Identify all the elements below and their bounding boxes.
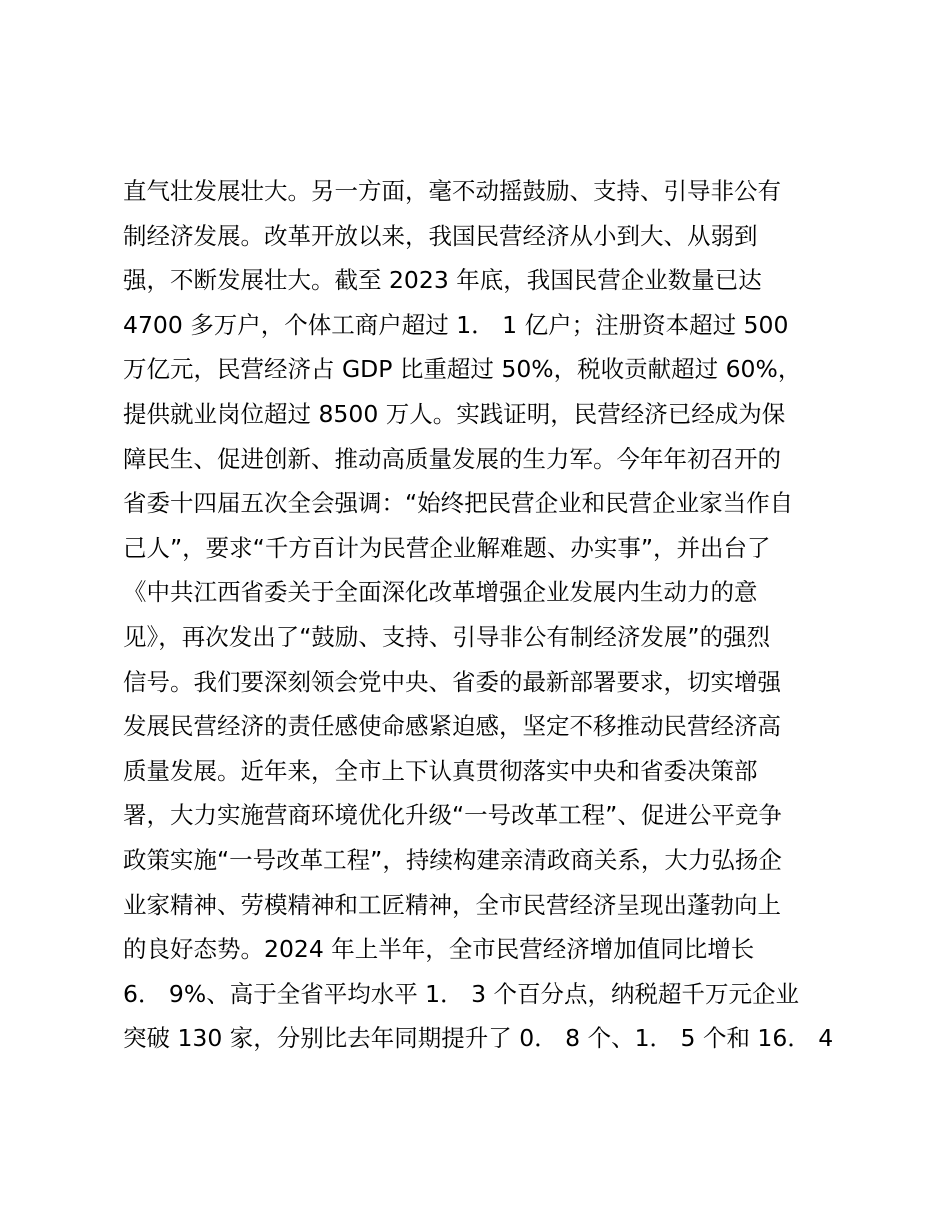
text-line: 见》，再次发出了“鼓励、支持、引导非公有制经济发展”的强烈: [123, 622, 771, 651]
text-line: 发展民营经济的责任感使命感紧迫感，坚定不移推动民营经济高: [123, 712, 781, 741]
text-line: 己人”，要求“千方百计为民营企业解难题、办实事”，并出台了: [123, 533, 771, 562]
text-line: 政策实施“一号改革工程”，持续构建亲清政商关系，大力弘扬企: [123, 845, 782, 874]
text-line: 万亿元，民营经济占 GDP 比重超过 50%，税收贡献超过 60%，: [123, 355, 802, 384]
text-line: 强，不断发展壮大。截至 2023 年底，我国民营企业数量已达: [123, 266, 762, 295]
text-line: 署，大力实施营商环境优化升级“一号改革工程”、促进公平竞争: [123, 801, 782, 830]
text-line: 制经济发展。改革开放以来，我国民营经济从小到大、从弱到: [123, 221, 758, 250]
text-line: 障民生、促进创新、推动高质量发展的生力军。今年年初召开的: [123, 444, 781, 473]
text-line: 4700 多万户，个体工商户超过 1． 1 亿户；注册资本超过 500: [123, 310, 789, 339]
text-line: 省委十四届五次全会强调：“始终把民营企业和民营企业家当作自: [123, 489, 794, 518]
text-line: 质量发展。近年来，全市上下认真贯彻落实中央和省委决策部: [123, 756, 758, 785]
text-line: 提供就业岗位超过 8500 万人。实践证明，民营经济已经成为保: [123, 399, 786, 428]
body-paragraph: [123, 169, 843, 1061]
text-line: 业家精神、劳模精神和工匠精神，全市民营经济呈现出蓬勃向上: [123, 890, 781, 919]
text-line: 信号。我们要深刻领会党中央、省委的最新部署要求，切实增强: [123, 667, 781, 696]
text-line: 《中共江西省委关于全面深化改革增强企业发展内生动力的意: [123, 578, 758, 607]
text-line: 的良好态势。2024 年上半年，全市民营经济增加值同比增长: [123, 935, 755, 964]
text-line: 直气壮发展壮大。另一方面，毫不动摇鼓励、支持、引导非公有: [123, 177, 781, 205]
text-line: 突破 130 家，分别比去年同期提升了 0． 8 个、1． 5 个和 16． 4: [123, 1024, 834, 1053]
text-line: 6． 9%、高于全省平均水平 1． 3 个百分点，纳税超千万元企业: [123, 979, 800, 1008]
